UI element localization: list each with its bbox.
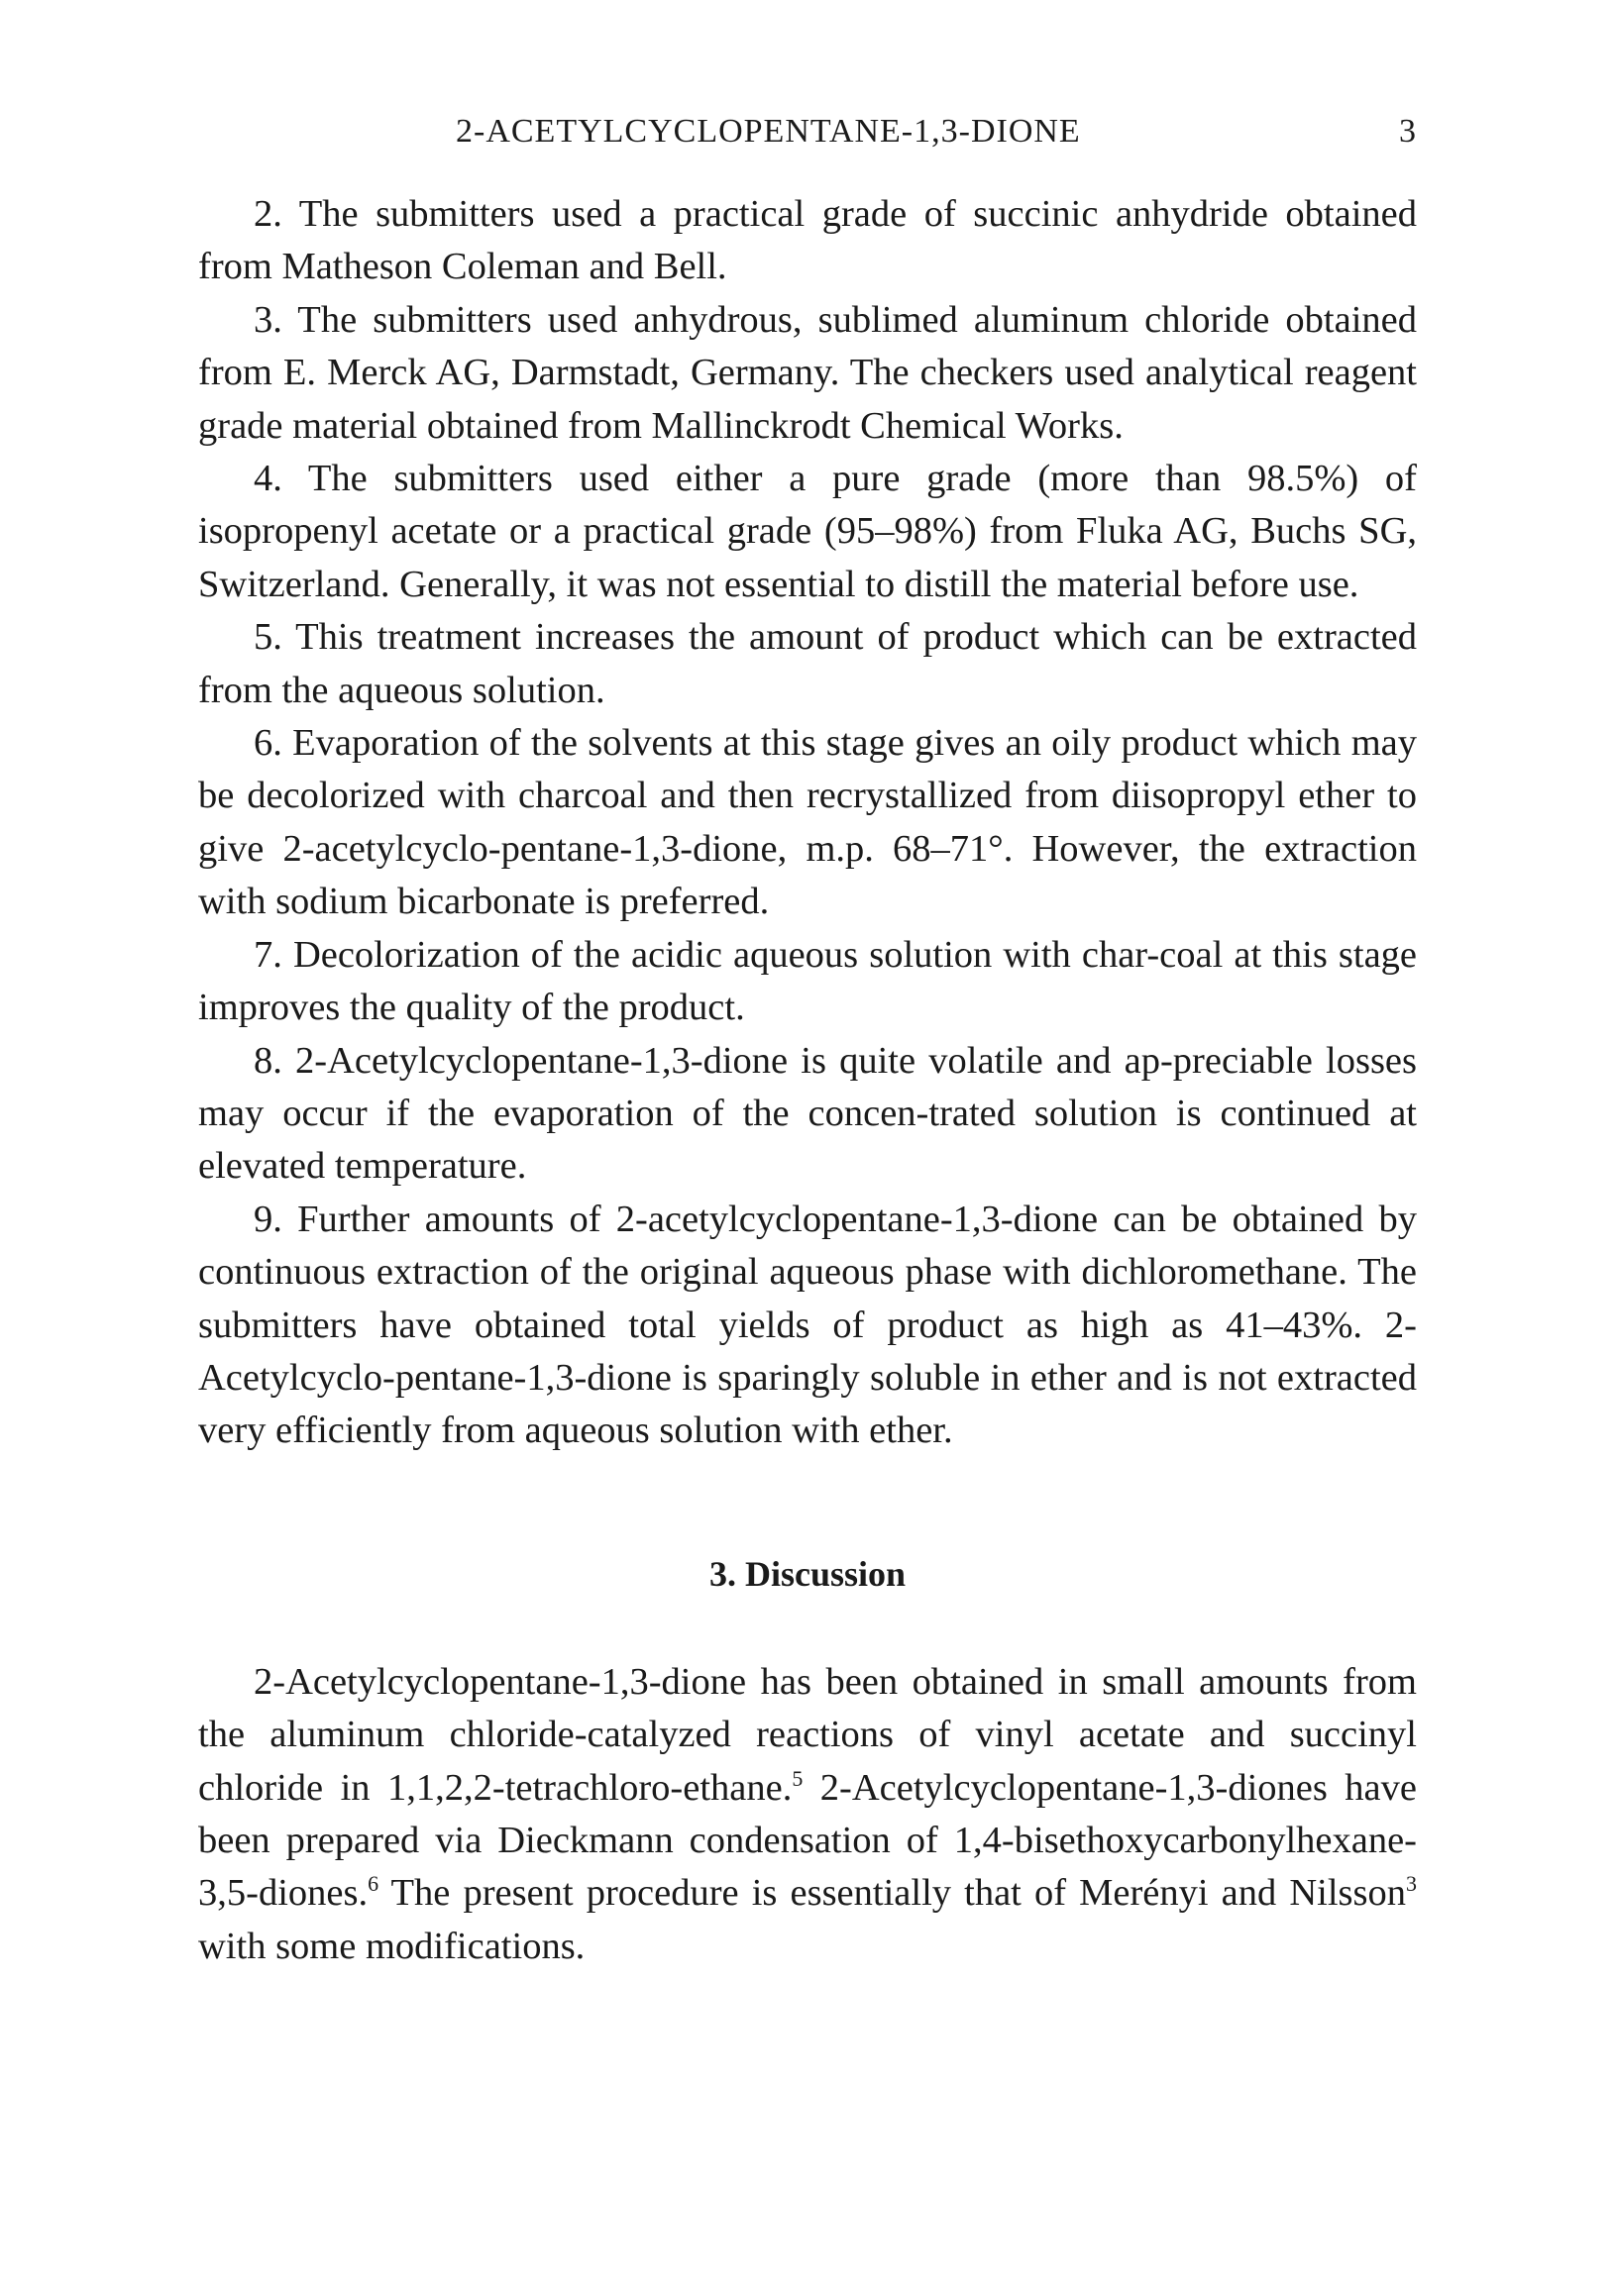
running-title: 2-ACETYLCYCLOPENTANE-1,3-DIONE bbox=[456, 113, 1081, 150]
note-3: 3. The submitters used anhydrous, sublimed aluminum chloride obtained from E. Merck AG, Darmstadt, Germany. The checkers used analytical reagent grade material obtained from Mallinckrodt Chemical Works. bbox=[198, 298, 1417, 447]
running-header bbox=[198, 109, 1417, 168]
discussion-text-2: 2-Acetylcyclopentane-1,3-diones have been prepared via Dieckmann condensation of 1,4-bisethoxycarbonylhexane-3,5-diones. bbox=[198, 1766, 1417, 1915]
section-heading: 3. Discussion bbox=[708, 1553, 907, 1594]
discussion-text-4: with some modifications. bbox=[198, 1925, 586, 1967]
note-6: 6. Evaporation of the solvents at this stage gives an oily product which may be decolorized with charcoal and then recrystallized from diisopropyl ether to give 2-acetylcyclo-pentane-1,3-dione, m.p. 68–71°. However, the extraction with sodium bicarbonate is preferred. bbox=[198, 722, 1417, 923]
reference-3: 3 bbox=[1406, 1871, 1417, 1897]
note-8: 8. 2-Acetylcyclopentane-1,3-dione is quite volatile and ap-preciable losses may occur if the evaporation of the concen-trated solution is continued at elevated temperature. bbox=[198, 1039, 1417, 1188]
discussion-text-1: 2-Acetylcyclopentane-1,3-dione has been obtained in small amounts from the aluminum chloride-catalyzed reactions of vinyl acetate and succinyl chloride in 1,1,2,2-tetrachloro-ethane. bbox=[198, 1660, 1417, 1809]
reference-5: 5 bbox=[792, 1765, 804, 1791]
discussion-paragraph bbox=[198, 1656, 1417, 1973]
document-page bbox=[198, 109, 1417, 1973]
reference-6: 6 bbox=[368, 1871, 379, 1897]
note-2: 2. The submitters used a practical grade of succinic anhydride obtained from Matheson Coleman and Bell. bbox=[198, 193, 1417, 288]
discussion-text-3: The present procedure is essentially that of Merényi and Nilsson bbox=[378, 1872, 1406, 1915]
note-7: 7. Decolorization of the acidic aqueous solution with char-coal at this stage improves the quality of the product. bbox=[198, 933, 1417, 1029]
note-4: 4. The submitters used either a pure grade (more than 98.5%) of isopropenyl acetate or a practical grade (95–98%) from Fluka AG, Buchs SG, Switzerland. Generally, it was not essential to distill the material before use. bbox=[198, 458, 1417, 605]
page-number: 3 bbox=[1399, 113, 1417, 150]
note-5: 5. This treatment increases the amount of product which can be extracted from the aqueous solution. bbox=[198, 616, 1417, 711]
notes-section bbox=[198, 188, 1417, 1458]
note-9: 9. Further amounts of 2-acetylcyclopentane-1,3-dione can be obtained by continuous extraction of the original aqueous phase with dichloromethane. The submitters have obtained total yields of product as high as 41–43%. 2-Acetylcyclo-pentane-1,3-dione is sparingly soluble in ether and is not extracted very efficiently from aqueous solution with ether. bbox=[198, 1198, 1417, 1452]
